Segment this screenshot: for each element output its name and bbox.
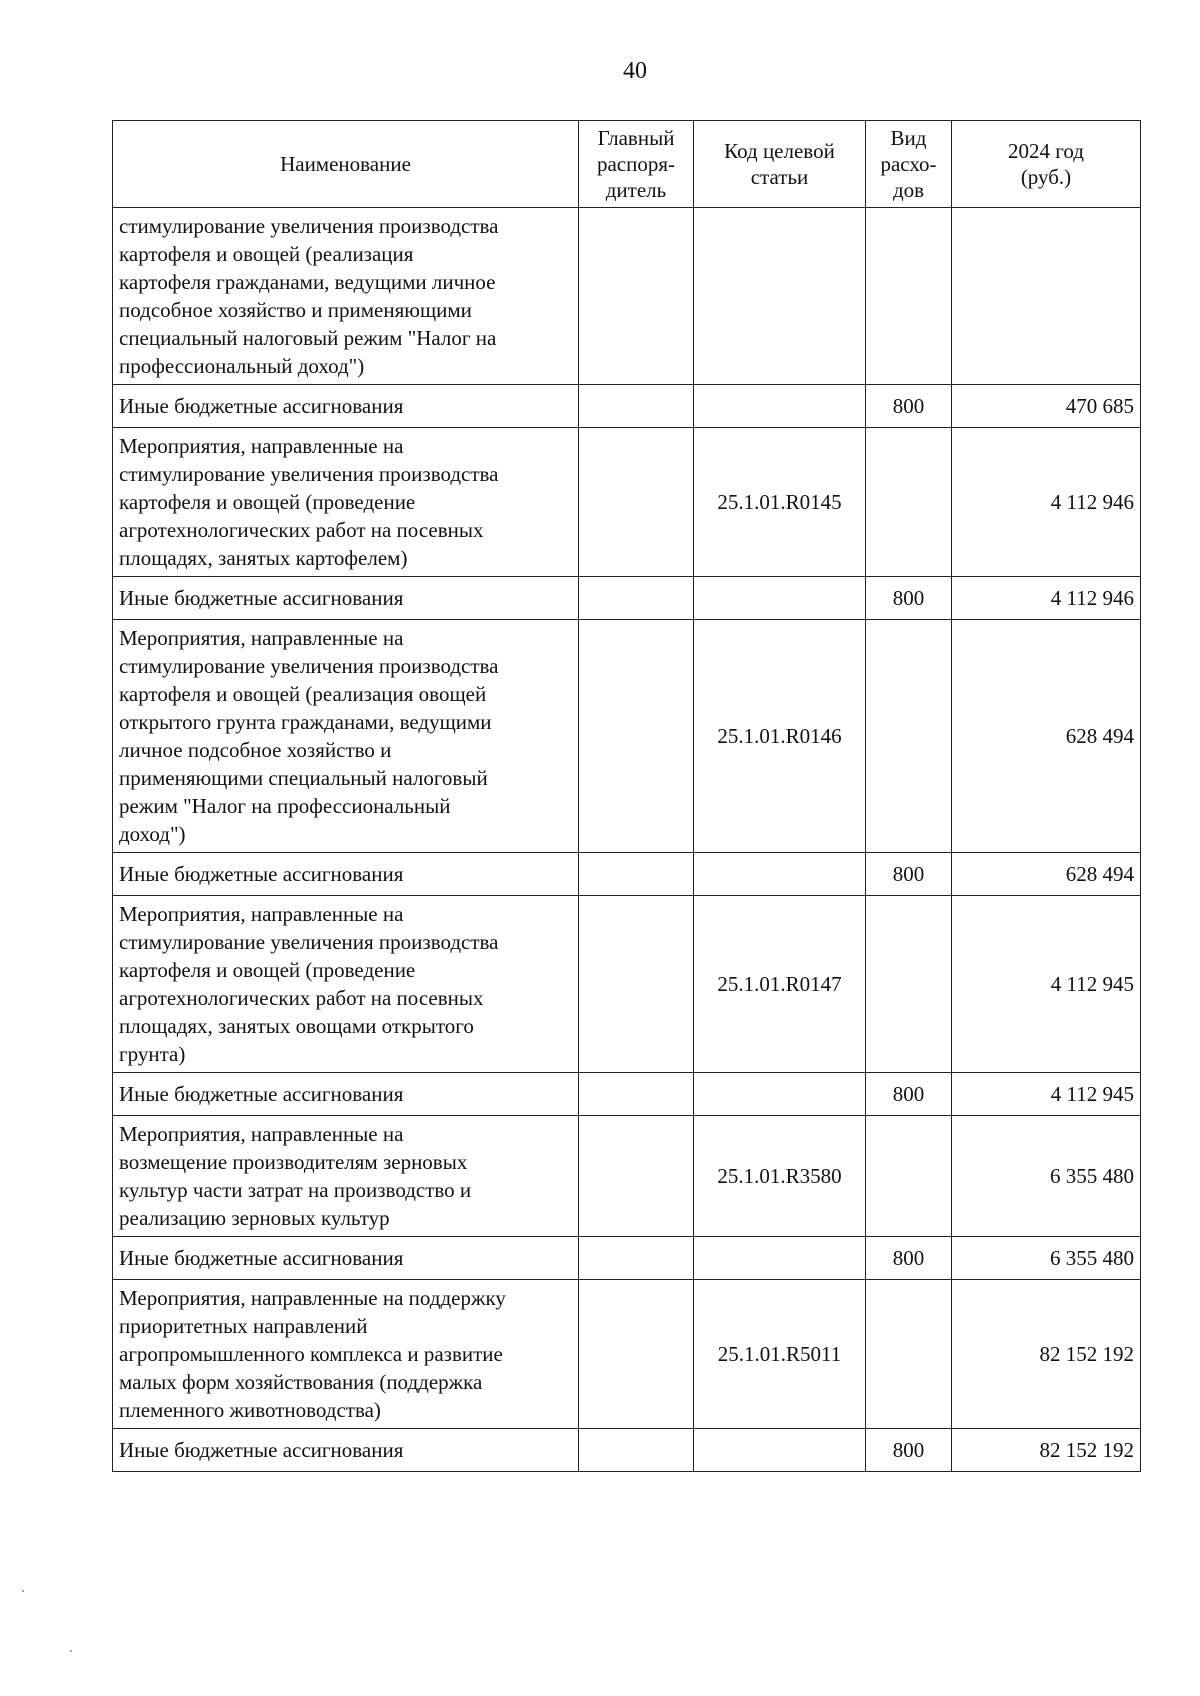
row-name-line: Иные бюджетные ассигнования bbox=[119, 394, 404, 418]
row-name-line: агротехнологических работ на посевных bbox=[119, 518, 484, 542]
row-disposer-cell bbox=[579, 208, 694, 385]
row-expense-kind-cell bbox=[866, 208, 952, 385]
row-expense-kind-cell bbox=[866, 428, 952, 577]
table-row bbox=[113, 1073, 1141, 1116]
row-name-cell bbox=[113, 620, 579, 853]
row-disposer-cell bbox=[579, 577, 694, 620]
row-name-line: Иные бюджетные ассигнования bbox=[119, 862, 404, 886]
row-name-cell bbox=[113, 1116, 579, 1237]
row-amount-cell: 6 355 480 bbox=[952, 1237, 1141, 1280]
row-name-line: племенного животноводства) bbox=[119, 1398, 381, 1422]
row-name-line: режим "Налог на профессиональный bbox=[119, 794, 451, 818]
row-amount-cell: 6 355 480 bbox=[952, 1116, 1141, 1237]
header-code-line: статьи bbox=[750, 165, 809, 189]
row-name-cell bbox=[113, 385, 579, 428]
row-name-line: агротехнологических работ на посевных bbox=[119, 986, 484, 1010]
row-name-line: стимулирование увеличения производства bbox=[119, 462, 499, 486]
row-disposer-cell bbox=[579, 853, 694, 896]
table-header-row bbox=[113, 121, 1141, 208]
row-name-cell bbox=[113, 1073, 579, 1116]
row-name-cell bbox=[113, 577, 579, 620]
row-expense-kind-cell: 800 bbox=[866, 853, 952, 896]
row-name-line: реализацию зерновых культур bbox=[119, 1206, 390, 1230]
table-body bbox=[113, 208, 1141, 1472]
header-target-code bbox=[694, 121, 866, 208]
row-disposer-cell bbox=[579, 428, 694, 577]
row-amount-cell: 82 152 192 bbox=[952, 1429, 1141, 1472]
row-name-cell bbox=[113, 208, 579, 385]
row-amount-cell: 4 112 946 bbox=[952, 577, 1141, 620]
row-name-line: Мероприятия, направленные на bbox=[119, 1122, 404, 1146]
row-name-cell bbox=[113, 896, 579, 1073]
header-amount bbox=[952, 121, 1141, 208]
row-name-line: картофеля и овощей (реализация овощей bbox=[119, 682, 487, 706]
row-expense-kind-cell bbox=[866, 1116, 952, 1237]
row-name-line: стимулирование увеличения производства bbox=[119, 930, 499, 954]
table-row bbox=[113, 385, 1141, 428]
header-expense-kind bbox=[866, 121, 952, 208]
header-amount-line: (руб.) bbox=[1020, 165, 1072, 189]
table-row bbox=[113, 1429, 1141, 1472]
row-name-line: картофеля и овощей (проведение bbox=[119, 958, 416, 982]
header-disposer-line: Главный bbox=[597, 126, 675, 150]
row-name-line: площадях, занятых картофелем) bbox=[119, 546, 408, 570]
row-name-line: стимулирование увеличения производства bbox=[119, 214, 499, 238]
row-disposer-cell bbox=[579, 1429, 694, 1472]
row-expense-kind-cell: 800 bbox=[866, 1237, 952, 1280]
row-disposer-cell bbox=[579, 1237, 694, 1280]
row-name-line: Мероприятия, направленные на bbox=[119, 902, 404, 926]
header-disposer-line: дитель bbox=[605, 178, 667, 202]
row-disposer-cell bbox=[579, 1116, 694, 1237]
row-expense-kind-cell bbox=[866, 620, 952, 853]
row-target-code-cell: 25.1.01.R5011 bbox=[694, 1280, 866, 1429]
row-amount-cell: 4 112 945 bbox=[952, 1073, 1141, 1116]
row-name-line: подсобное хозяйство и применяющими bbox=[119, 298, 472, 322]
scan-speck bbox=[22, 1590, 24, 1592]
row-name-cell bbox=[113, 1237, 579, 1280]
table-row bbox=[113, 1237, 1141, 1280]
row-amount-cell: 4 112 946 bbox=[952, 428, 1141, 577]
row-name-line: Иные бюджетные ассигнования bbox=[119, 1246, 404, 1270]
row-target-code-cell: 25.1.01.R3580 bbox=[694, 1116, 866, 1237]
row-expense-kind-cell: 800 bbox=[866, 1429, 952, 1472]
row-name-line: картофеля и овощей (проведение bbox=[119, 490, 416, 514]
row-expense-kind-cell bbox=[866, 896, 952, 1073]
table-row bbox=[113, 853, 1141, 896]
row-amount-cell: 4 112 945 bbox=[952, 896, 1141, 1073]
row-name-line: приоритетных направлений bbox=[119, 1314, 368, 1338]
row-name-line: стимулирование увеличения производства bbox=[119, 654, 499, 678]
row-name-line: Иные бюджетные ассигнования bbox=[119, 586, 404, 610]
row-name-line: малых форм хозяйствования (поддержка bbox=[119, 1370, 483, 1394]
table-row bbox=[113, 577, 1141, 620]
row-name-cell bbox=[113, 1280, 579, 1429]
row-name-line: Иные бюджетные ассигнования bbox=[119, 1082, 404, 1106]
row-name-line: картофеля и овощей (реализация bbox=[119, 242, 414, 266]
row-name-line: Мероприятия, направленные на поддержку bbox=[119, 1286, 506, 1310]
row-target-code-cell bbox=[694, 208, 866, 385]
header-kind-line: расхо- bbox=[880, 152, 937, 176]
row-target-code-cell bbox=[694, 1073, 866, 1116]
row-target-code-cell bbox=[694, 385, 866, 428]
row-name-line: возмещение производителям зерновых bbox=[119, 1150, 468, 1174]
row-disposer-cell bbox=[579, 1073, 694, 1116]
row-name-cell bbox=[113, 428, 579, 577]
row-name-cell bbox=[113, 1429, 579, 1472]
row-target-code-cell bbox=[694, 1237, 866, 1280]
row-name-line: картофеля гражданами, ведущими личное bbox=[119, 270, 496, 294]
row-target-code-cell: 25.1.01.R0147 bbox=[694, 896, 866, 1073]
header-disposer-line: распоря- bbox=[596, 152, 676, 176]
page-number: 40 bbox=[623, 58, 647, 84]
row-amount-cell bbox=[952, 208, 1141, 385]
row-name-line: доход") bbox=[119, 822, 186, 846]
row-target-code-cell: 25.1.01.R0145 bbox=[694, 428, 866, 577]
row-target-code-cell bbox=[694, 1429, 866, 1472]
row-target-code-cell bbox=[694, 853, 866, 896]
header-code-line: Код целевой bbox=[724, 139, 835, 163]
row-expense-kind-cell bbox=[866, 1280, 952, 1429]
table-row bbox=[113, 620, 1141, 853]
row-name-line: открытого грунта гражданами, ведущими bbox=[119, 710, 492, 734]
row-name-line: применяющими специальный налоговый bbox=[119, 766, 488, 790]
row-name-line: Мероприятия, направленные на bbox=[119, 434, 404, 458]
row-name-line: агропромышленного комплекса и развитие bbox=[119, 1342, 503, 1366]
row-amount-cell: 628 494 bbox=[952, 853, 1141, 896]
row-name-line: специальный налоговый режим "Налог на bbox=[119, 326, 497, 350]
row-target-code-cell bbox=[694, 577, 866, 620]
row-disposer-cell bbox=[579, 896, 694, 1073]
row-name-line: профессиональный доход") bbox=[119, 354, 365, 378]
header-amount-line: 2024 год bbox=[1008, 139, 1084, 163]
row-name-line: площадях, занятых овощами открытого bbox=[119, 1014, 474, 1038]
row-name-line: грунта) bbox=[119, 1042, 186, 1066]
header-name: Наименование bbox=[113, 121, 579, 208]
row-disposer-cell bbox=[579, 1280, 694, 1429]
row-target-code-cell: 25.1.01.R0146 bbox=[694, 620, 866, 853]
row-expense-kind-cell: 800 bbox=[866, 577, 952, 620]
row-amount-cell: 470 685 bbox=[952, 385, 1141, 428]
row-disposer-cell bbox=[579, 620, 694, 853]
row-name-line: Иные бюджетные ассигнования bbox=[119, 1438, 404, 1462]
table-row bbox=[113, 1280, 1141, 1429]
header-disposer bbox=[579, 121, 694, 208]
table-row bbox=[113, 896, 1141, 1073]
row-name-line: Мероприятия, направленные на bbox=[119, 626, 404, 650]
table-row bbox=[113, 1116, 1141, 1237]
row-expense-kind-cell: 800 bbox=[866, 385, 952, 428]
row-name-line: личное подсобное хозяйство и bbox=[119, 738, 392, 762]
row-disposer-cell bbox=[579, 385, 694, 428]
scan-speck bbox=[70, 1650, 72, 1652]
row-name-cell bbox=[113, 853, 579, 896]
row-amount-cell: 628 494 bbox=[952, 620, 1141, 853]
row-name-line: культур части затрат на производство и bbox=[119, 1178, 472, 1202]
row-amount-cell: 82 152 192 bbox=[952, 1280, 1141, 1429]
row-expense-kind-cell: 800 bbox=[866, 1073, 952, 1116]
header-kind-line: дов bbox=[892, 178, 925, 202]
table-row bbox=[113, 428, 1141, 577]
header-kind-line: Вид bbox=[890, 126, 927, 150]
table-row bbox=[113, 208, 1141, 385]
budget-table bbox=[112, 120, 1141, 1472]
